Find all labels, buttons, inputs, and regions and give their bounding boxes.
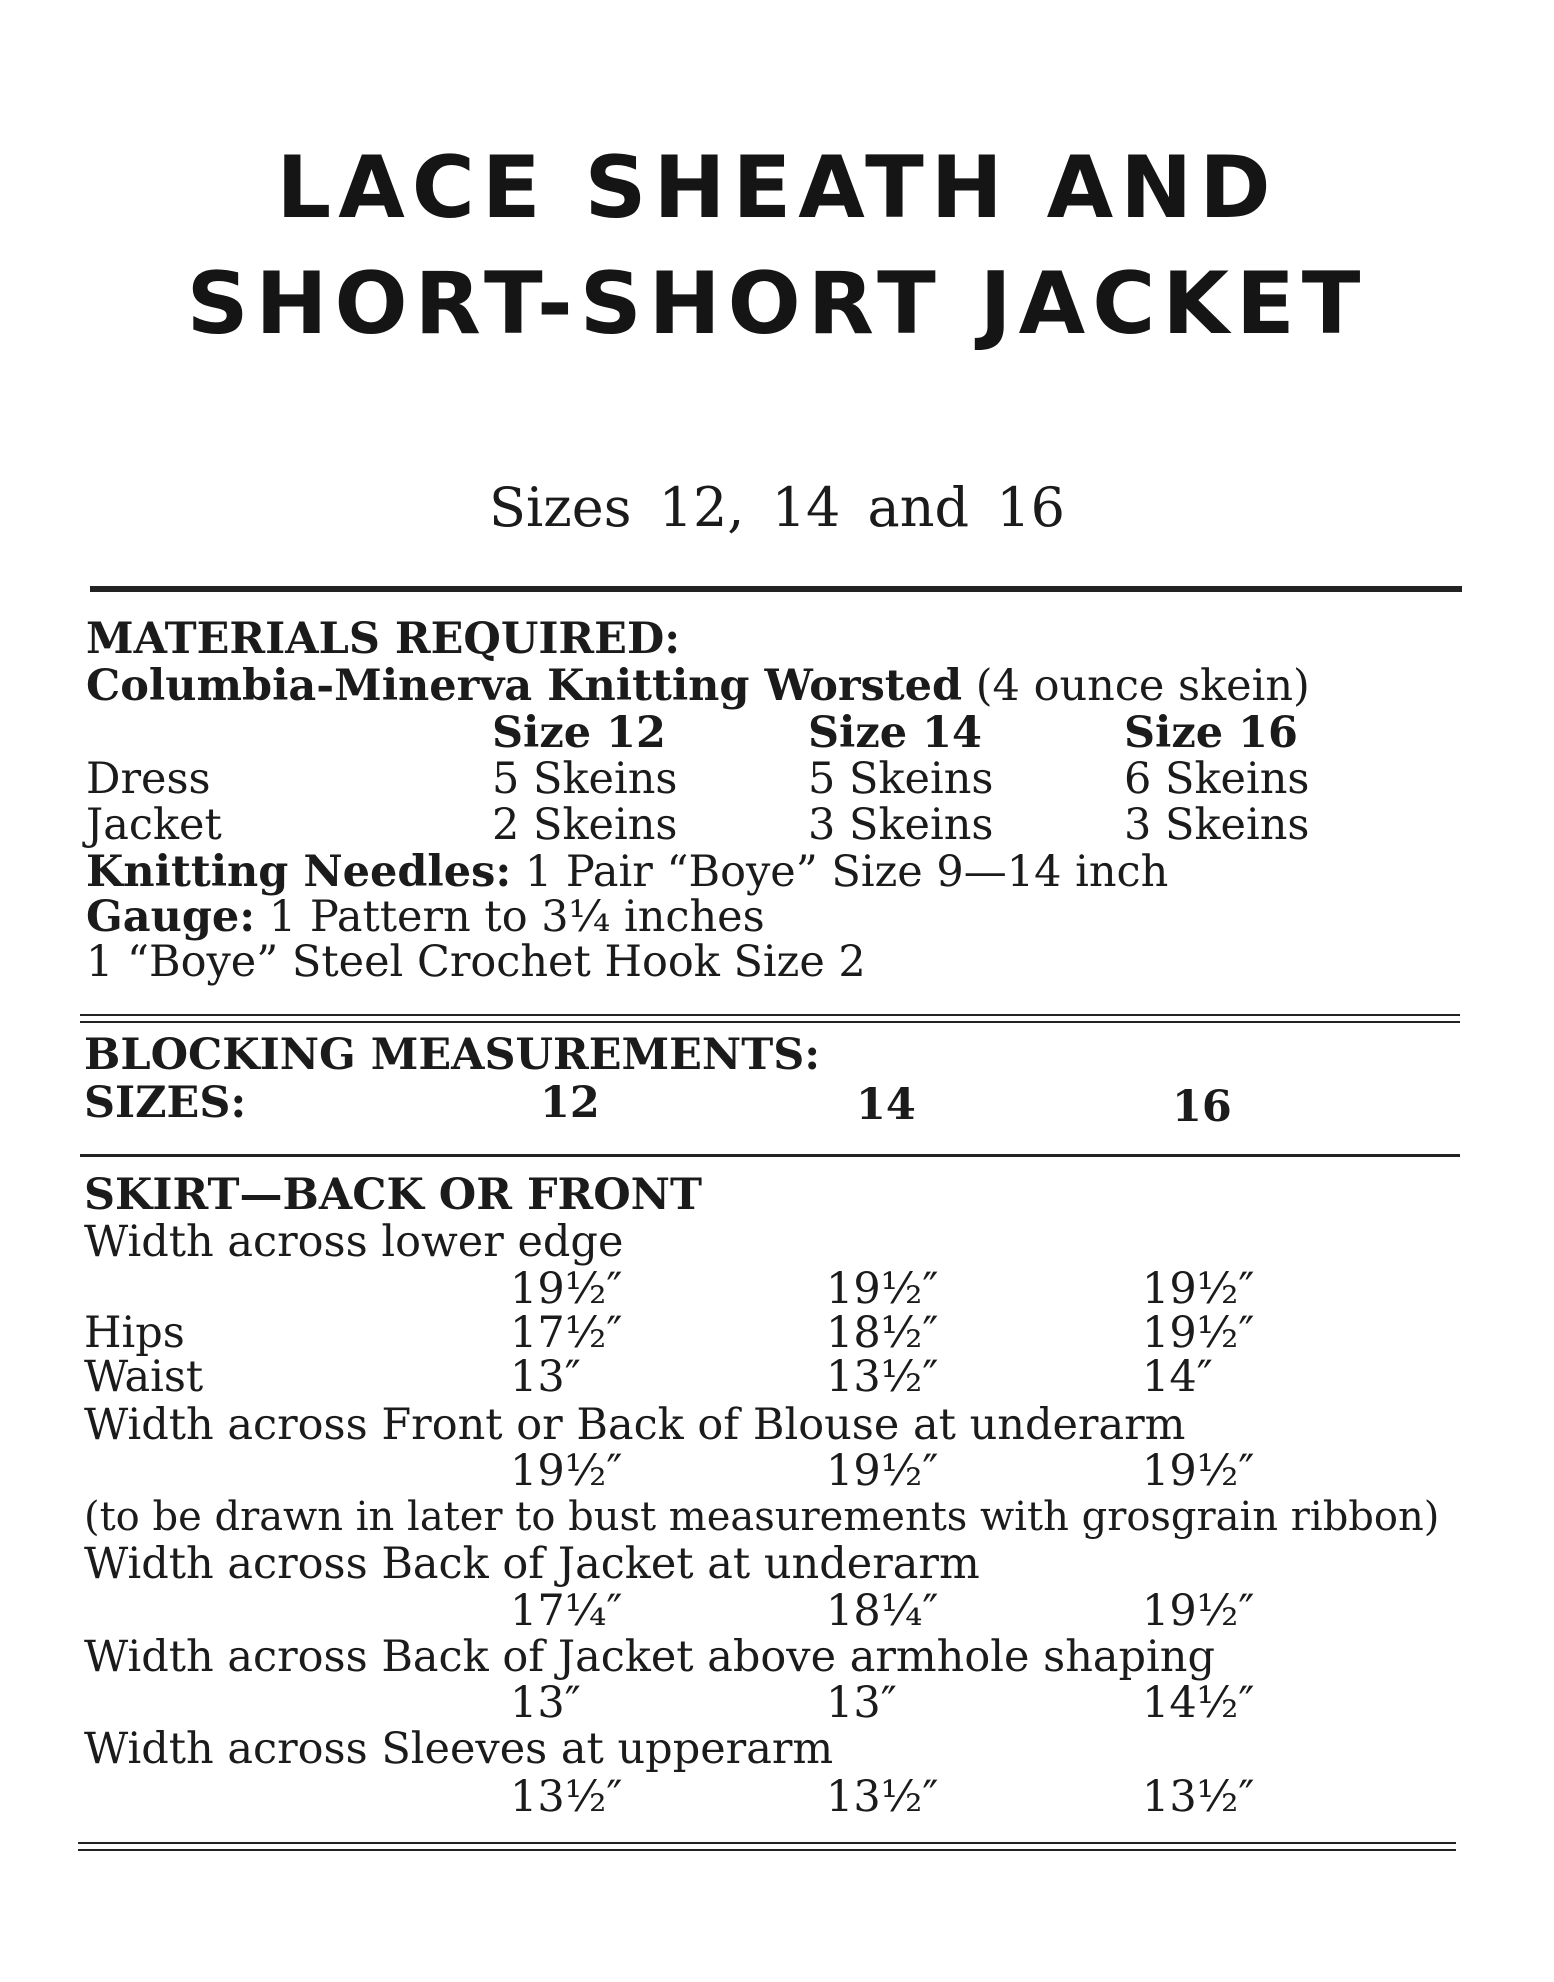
jacket-underarm-16: 19½″	[1142, 1586, 1255, 1636]
needles-text: 1 Pair “Boye” Size 9—14 inch	[524, 847, 1169, 897]
jacket-armhole-16: 14½″	[1142, 1678, 1255, 1728]
sleeves-14: 13½″	[826, 1772, 939, 1822]
blocking-heading: BLOCKING MEASUREMENTS:	[84, 1030, 821, 1080]
lower-edge-label: Width across lower edge	[84, 1217, 624, 1267]
blouse-16: 19½″	[1142, 1446, 1255, 1496]
yarn-note: (4 ounce skein)	[975, 661, 1310, 711]
hook-line: 1 “Boye” Steel Crochet Hook Size 2	[86, 937, 866, 987]
dress-size-14: 5 Skeins	[808, 754, 994, 804]
dress-label: Dress	[86, 754, 211, 804]
waist-12: 13″	[510, 1352, 581, 1402]
lower-edge-14: 19½″	[826, 1264, 939, 1314]
size-header-14: Size 14	[808, 708, 982, 758]
jacket-underarm-label: Width across Back of Jacket at underarm	[84, 1539, 980, 1589]
jacket-armhole-12: 13″	[510, 1678, 581, 1728]
jacket-armhole-14: 13″	[826, 1678, 897, 1728]
needles-line	[86, 847, 1169, 897]
hips-12: 17½″	[510, 1308, 623, 1358]
jacket-size-14: 3 Skeins	[808, 800, 994, 850]
hips-label: Hips	[84, 1308, 185, 1358]
yarn-name: Columbia-Minerva Knitting Worsted	[86, 661, 963, 711]
sleeves-label: Width across Sleeves at upperarm	[84, 1724, 834, 1774]
waist-label: Waist	[84, 1352, 204, 1402]
blocking-size-16: 16	[1172, 1082, 1232, 1132]
hips-16: 19½″	[1142, 1308, 1255, 1358]
sizes-label: SIZES:	[84, 1078, 247, 1128]
jacket-armhole-label: Width across Back of Jacket above armhole shaping	[84, 1632, 1216, 1682]
title-line-2: SHORT-SHORT JACKET	[186, 254, 1368, 354]
gauge-line	[86, 892, 765, 942]
skirt-heading: SKIRT—BACK OR FRONT	[84, 1170, 702, 1220]
dress-size-16: 6 Skeins	[1124, 754, 1310, 804]
jacket-size-16: 3 Skeins	[1124, 800, 1310, 850]
title-line-1: LACE SHEATH AND	[276, 138, 1278, 238]
blouse-note: (to be drawn in later to bust measurements with grosgrain ribbon)	[84, 1494, 1440, 1540]
blouse-label: Width across Front or Back of Blouse at underarm	[84, 1400, 1186, 1450]
sleeves-12: 13½″	[510, 1772, 623, 1822]
lower-edge-12: 19½″	[510, 1264, 623, 1314]
blocking-size-12: 12	[540, 1078, 600, 1128]
jacket-label: Jacket	[86, 800, 222, 850]
sleeves-16: 13½″	[1142, 1772, 1255, 1822]
blouse-12: 19½″	[510, 1446, 623, 1496]
materials-heading: MATERIALS REQUIRED:	[86, 614, 681, 664]
sizes-subtitle: Sizes 12, 14 and 16	[489, 476, 1065, 539]
jacket-underarm-14: 18¼″	[826, 1586, 939, 1636]
yarn-line	[86, 661, 1310, 711]
waist-16: 14″	[1142, 1352, 1213, 1402]
waist-14: 13½″	[826, 1352, 939, 1402]
divider-bottom	[78, 1842, 1456, 1851]
gauge-text: 1 Pattern to 3¼ inches	[268, 892, 765, 942]
jacket-underarm-12: 17¼″	[510, 1586, 623, 1636]
dress-size-12: 5 Skeins	[492, 754, 678, 804]
hips-14: 18½″	[826, 1308, 939, 1358]
blocking-size-14: 14	[856, 1080, 916, 1130]
divider-blocking	[80, 1154, 1460, 1157]
gauge-label: Gauge:	[86, 892, 256, 942]
blouse-14: 19½″	[826, 1446, 939, 1496]
lower-edge-16: 19½″	[1142, 1264, 1255, 1314]
divider-materials	[80, 1014, 1460, 1023]
size-header-16: Size 16	[1124, 708, 1298, 758]
jacket-size-12: 2 Skeins	[492, 800, 678, 850]
size-header-12: Size 12	[492, 708, 666, 758]
divider-top	[90, 586, 1462, 592]
needles-label: Knitting Needles:	[86, 847, 512, 897]
